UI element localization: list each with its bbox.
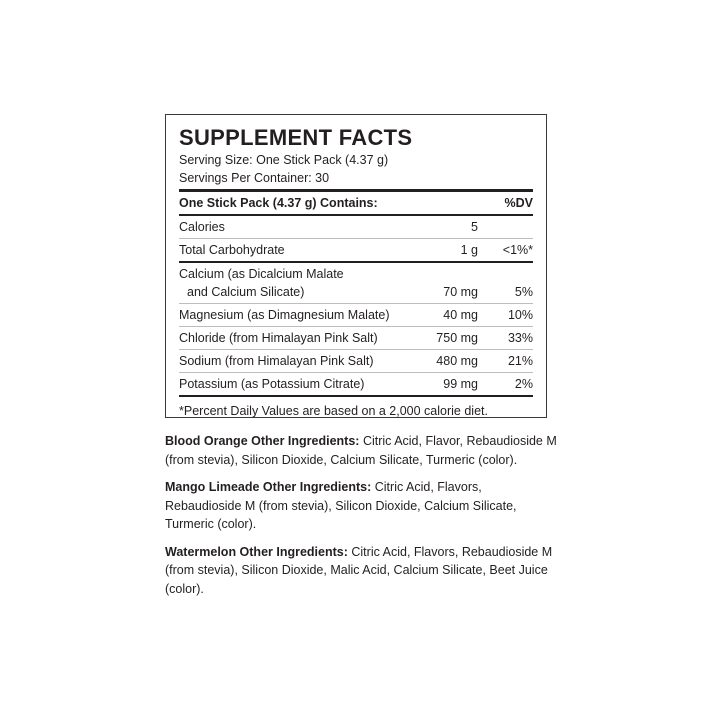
table-row [179,239,533,263]
nutrient-name-line2: and Calcium Silicate) [187,285,305,299]
table-row [179,373,533,397]
nutrient-dv [478,218,533,236]
servings-per-container: Servings Per Container: 30 [179,171,330,185]
table-row [179,350,533,373]
facts-title: SUPPLEMENT FACTS [179,125,413,150]
nutrient-dv: 10% [507,308,533,322]
nutrient-name [179,265,408,301]
nutrient-amount: 5 [471,220,478,234]
nutrient-name: Calories [179,220,225,234]
header-contains: One Stick Pack (4.37 g) Contains: [179,196,378,210]
table-row [179,216,533,239]
nutrient-amount: 99 mg [443,377,478,391]
ingredient-text: Citric Acid, Flavors, Rebaudioside M (from stevia), Silicon Dioxide, Calcium Silicate, Turmeric (color). [165,480,517,531]
nutrient-dv: 33% [507,331,533,345]
ingredient-paragraph [165,432,560,469]
header-dv: %DV [504,196,533,210]
nutrient-amount: 70 mg [443,285,478,299]
ingredient-text: Citric Acid, Flavors, Rebaudioside M (from stevia), Silicon Dioxide, Malic Acid, Calcium Silicate, Beet Juice (color). [165,544,553,596]
nutrient-name: Total Carbohydrate [179,243,285,257]
table-row [179,263,533,304]
nutrient-amount: 40 mg [443,308,478,322]
ingredient-label: Blood Orange Other Ingredients: [165,434,360,448]
nutrient-name: Magnesium (as Dimagnesium Malate) [179,308,390,322]
nutrient-dv: 21% [507,354,533,368]
nutrient-amount: 750 mg [436,331,478,345]
nutrient-dv: 2% [514,377,533,391]
nutrient-amount: 1 g [460,243,478,257]
ingredient-label: Watermelon Other Ingredients: [165,544,348,559]
supplement-facts-panel [165,114,547,418]
nutrient-dv: 5% [514,285,533,299]
table-row [179,327,533,350]
ingredient-paragraph [165,478,560,534]
nutrient-name: Sodium (from Himalayan Pink Salt) [179,354,374,368]
nutrient-amount: 480 mg [436,354,478,368]
serving-size: Serving Size: One Stick Pack (4.37 g) [179,153,389,167]
facts-header-row [179,192,533,216]
dv-footnote: *Percent Daily Values are based on a 2,000 calorie diet. [179,404,488,418]
nutrient-dv: <1%* [502,243,533,257]
table-row [179,304,533,327]
ingredient-text: Citric Acid, Flavor, Rebaudioside M (from stevia), Silicon Dioxide, Calcium Silicate, Turmeric (color). [165,434,557,467]
other-ingredients [165,432,560,607]
ingredient-paragraph [165,543,560,599]
nutrient-name-line1: Calcium (as Dicalcium Malate [179,267,344,281]
nutrient-name: Chloride (from Himalayan Pink Salt) [179,331,378,345]
nutrient-name: Potassium (as Potassium Citrate) [179,377,365,391]
ingredient-label: Mango Limeade Other Ingredients: [165,480,372,494]
